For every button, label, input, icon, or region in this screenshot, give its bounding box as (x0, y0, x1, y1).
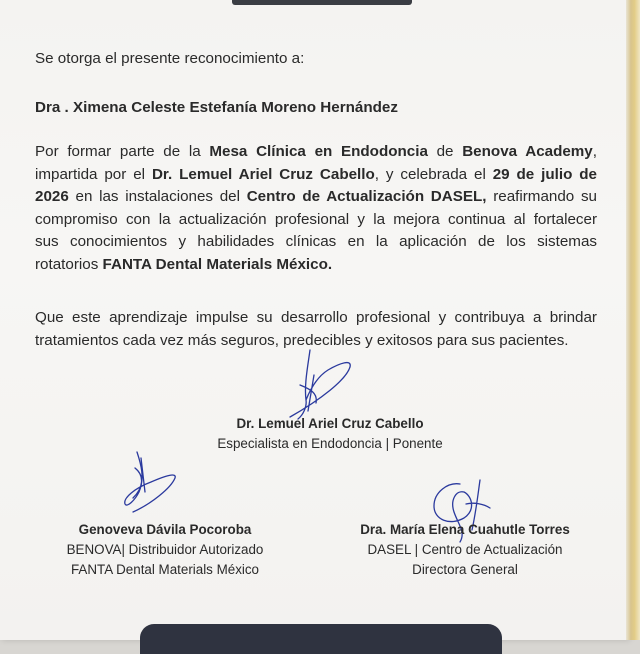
left-signature (115, 448, 185, 518)
left-signatory-role-2: FANTA Dental Materials México (70, 562, 260, 577)
left-signatory-role-1: BENOVA| Distribuidor Autorizado (66, 542, 264, 557)
bottom-decorative-bar (140, 624, 502, 654)
main-signatory-role: Especialista en Endodoncia | Ponente (217, 436, 443, 451)
main-signature (270, 345, 360, 425)
right-signatory-role-2: Directora General (412, 562, 518, 577)
top-decorative-bar (232, 0, 412, 5)
recipient-name: Dra . Ximena Celeste Estefanía Moreno Hernández (35, 99, 398, 116)
gold-frame-edge (626, 0, 640, 640)
intro-line: Se otorga el presente reconocimiento a: (35, 50, 305, 67)
right-signatory-name: Dra. María Elena Cuahutle Torres (360, 522, 570, 537)
closing-paragraph: Que este aprendizaje impulse su desarrollo profesional y contribuya a brindar tratamientos cada vez más seguros, predecibles y exitosos para sus pacientes. (35, 309, 597, 349)
right-signatory-role-1: DASEL | Centro de Actualización (367, 542, 563, 557)
recognition-paragraph: Por formar parte de la Mesa Clínica en Endodoncia de Benova Academy, impartida por el Dr. Lemuel Ariel Cruz Cabello, y celebrada el 29 de julio de 2026 en las instalaciones del Centro de Actualización DASEL, reafirmando su compromiso con la actualización profesional y la mejora continua al fortalecer sus conocimientos y habilidades clínicas en la aplicación de los sistemas rotatorios FANTA Dental Materials México. (35, 143, 597, 273)
main-signatory-name: Dr. Lemuel Ariel Cruz Cabello (236, 416, 424, 431)
right-signature (420, 478, 500, 550)
left-signatory-name: Genoveva Dávila Pocoroba (78, 522, 252, 537)
